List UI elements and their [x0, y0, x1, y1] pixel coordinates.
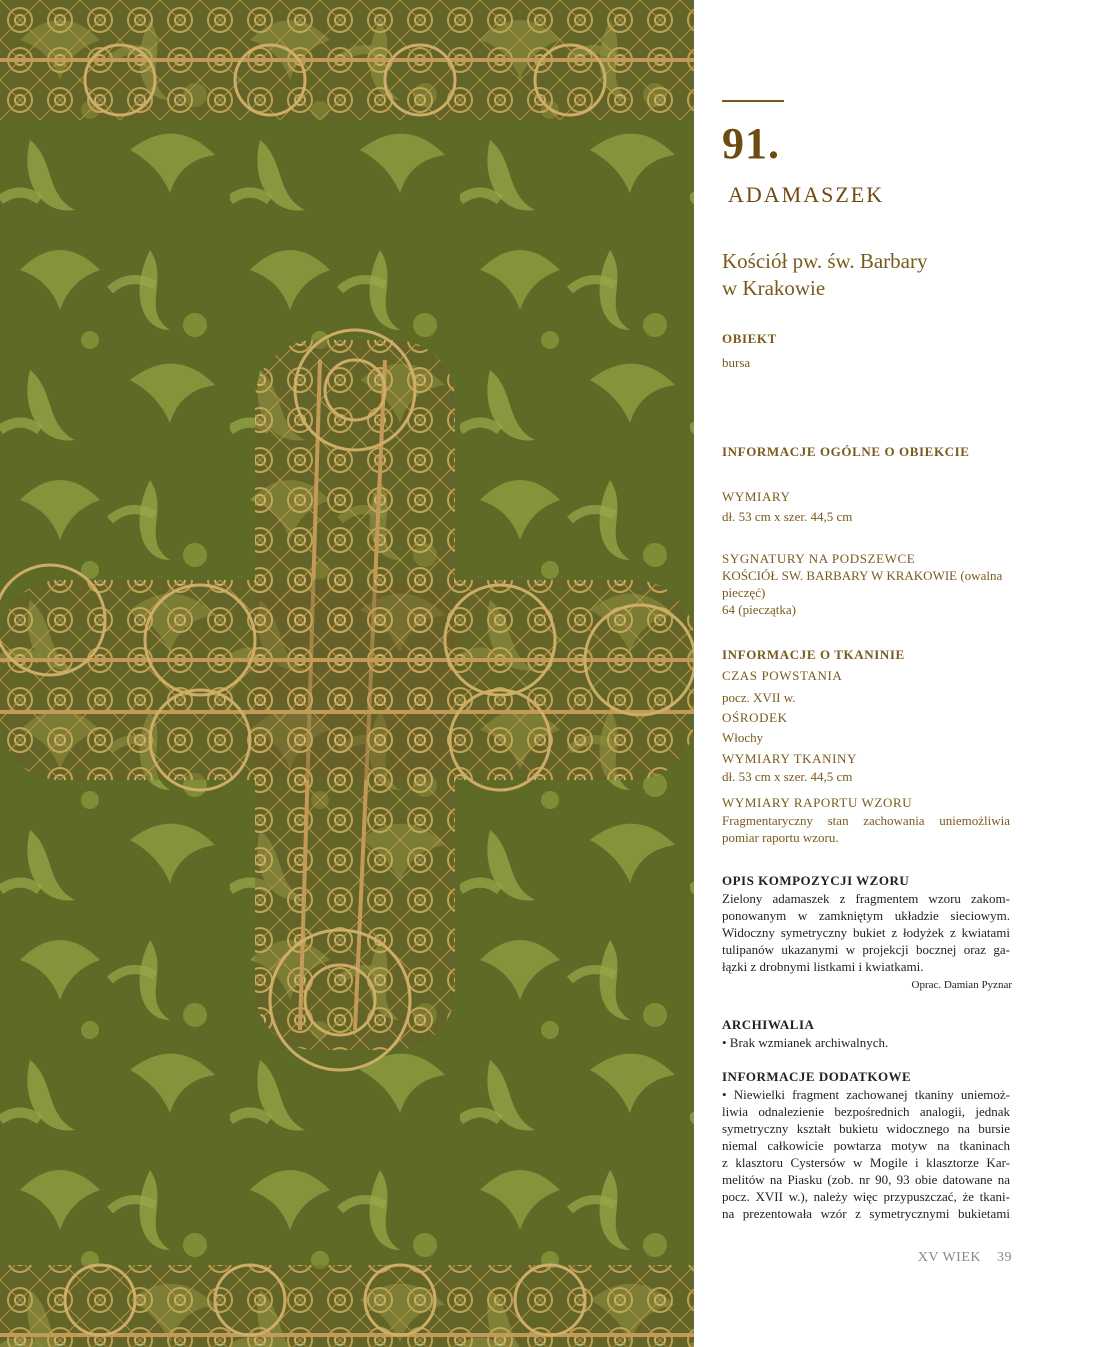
- archives-heading: ARCHIWALIA: [722, 1017, 815, 1032]
- composition-line: ponowanym w zamkniętym układzie sieciowym.: [722, 908, 1010, 923]
- signatures-line: pieczęć): [722, 585, 766, 600]
- page-footer: [906, 1250, 1012, 1266]
- additional-line: z klasztoru Cystersów w Mogile i klasztorze Kar-: [722, 1155, 1010, 1170]
- additional-heading: INFORMACJE DODATKOWE: [722, 1069, 912, 1084]
- composition-line: tulipanów ukazanymi w projekcji bocznej oraz ga-: [722, 942, 1010, 957]
- entry-number: 91.: [722, 119, 780, 168]
- additional-line: pocz. XVII w.), należy więc przypuszczać, że tkani-: [722, 1189, 1010, 1204]
- center-value: Włochy: [722, 730, 764, 745]
- repeat-label: WYMIARY RAPORTU WZORU: [722, 795, 913, 810]
- additional-line: melitów na Piasku (zob. nr 90, 93 obie datowane na: [722, 1172, 1010, 1187]
- composition-line: Widoczny symetryczny bukiet z łodyżek z kwiatami: [722, 925, 1010, 940]
- church-line: Kościół pw. św. Barbary: [722, 249, 928, 273]
- dimensions-label: WYMIARY: [722, 489, 791, 504]
- signatures-line: KOŚCIÓŁ SW. BARBARY W KRAKOWIE (owalna: [722, 568, 1003, 583]
- composition-heading: OPIS KOMPOZYCJI WZORU: [722, 873, 910, 888]
- dimensions-value: dł. 53 cm x szer. 44,5 cm: [722, 509, 853, 524]
- repeat-line: Fragmentaryczny stan zachowania uniemożliwia: [722, 813, 1010, 828]
- object-label: OBIEKT: [722, 331, 777, 346]
- additional-line: liwia odnalezienie bezpośrednich analogii, jednak: [722, 1104, 1010, 1119]
- center-label: OŚRODEK: [722, 710, 788, 725]
- composition-line: łązki z drobnymi listkami i kwiatkami.: [722, 959, 924, 974]
- page-number: 39: [997, 1250, 1012, 1265]
- additional-line: symetryczny kształt bukietu widocznego na bursie: [722, 1121, 1010, 1136]
- signatures-value: [722, 567, 1002, 618]
- entry-title: ADAMASZEK: [728, 182, 885, 207]
- church-name: [722, 248, 928, 302]
- repeat-line: pomiar raportu wzoru.: [722, 830, 839, 845]
- additional-line: niemal całkowicie powtarza motyw na tkaninach: [722, 1138, 1010, 1153]
- period-value: pocz. XVII w.: [722, 690, 796, 705]
- object-value: bursa: [722, 355, 751, 370]
- general-heading: INFORMACJE OGÓLNE O OBIEKCIE: [722, 444, 970, 459]
- archives-line: • Brak wzmianek archiwalnych.: [722, 1035, 889, 1050]
- archives-text: [722, 1034, 1010, 1051]
- repeat-value: [722, 812, 1010, 846]
- footer-section: XV WIEK: [917, 1250, 981, 1265]
- credit: Oprac. Damian Pyznar: [911, 979, 1012, 991]
- additional-line: na prezentowała wzór z symetrycznymi bukietami: [722, 1206, 1010, 1221]
- additional-text: [722, 1086, 1010, 1222]
- additional-line: • Niewielki fragment zachowanej tkaniny uniemoż-: [722, 1087, 1010, 1102]
- fabric-dims-value: dł. 53 cm x szer. 44,5 cm: [722, 769, 853, 784]
- fabric-dims-label: WYMIARY TKANINY: [722, 751, 858, 766]
- church-line: w Krakowie: [722, 276, 826, 300]
- title-rule: [722, 100, 784, 102]
- signatures-label: SYGNATURY NA PODSZEWCE: [722, 551, 916, 566]
- signatures-line: 64 (pieczątka): [722, 602, 796, 617]
- period-label: CZAS POWSTANIA: [722, 668, 843, 683]
- catalog-entry: [722, 0, 1012, 1347]
- composition-line: Zielony adamaszek z fragmentem wzoru zakom-: [722, 891, 1010, 906]
- fabric-heading: INFORMACJE O TKANINIE: [722, 647, 905, 662]
- composition-text: [722, 890, 1010, 975]
